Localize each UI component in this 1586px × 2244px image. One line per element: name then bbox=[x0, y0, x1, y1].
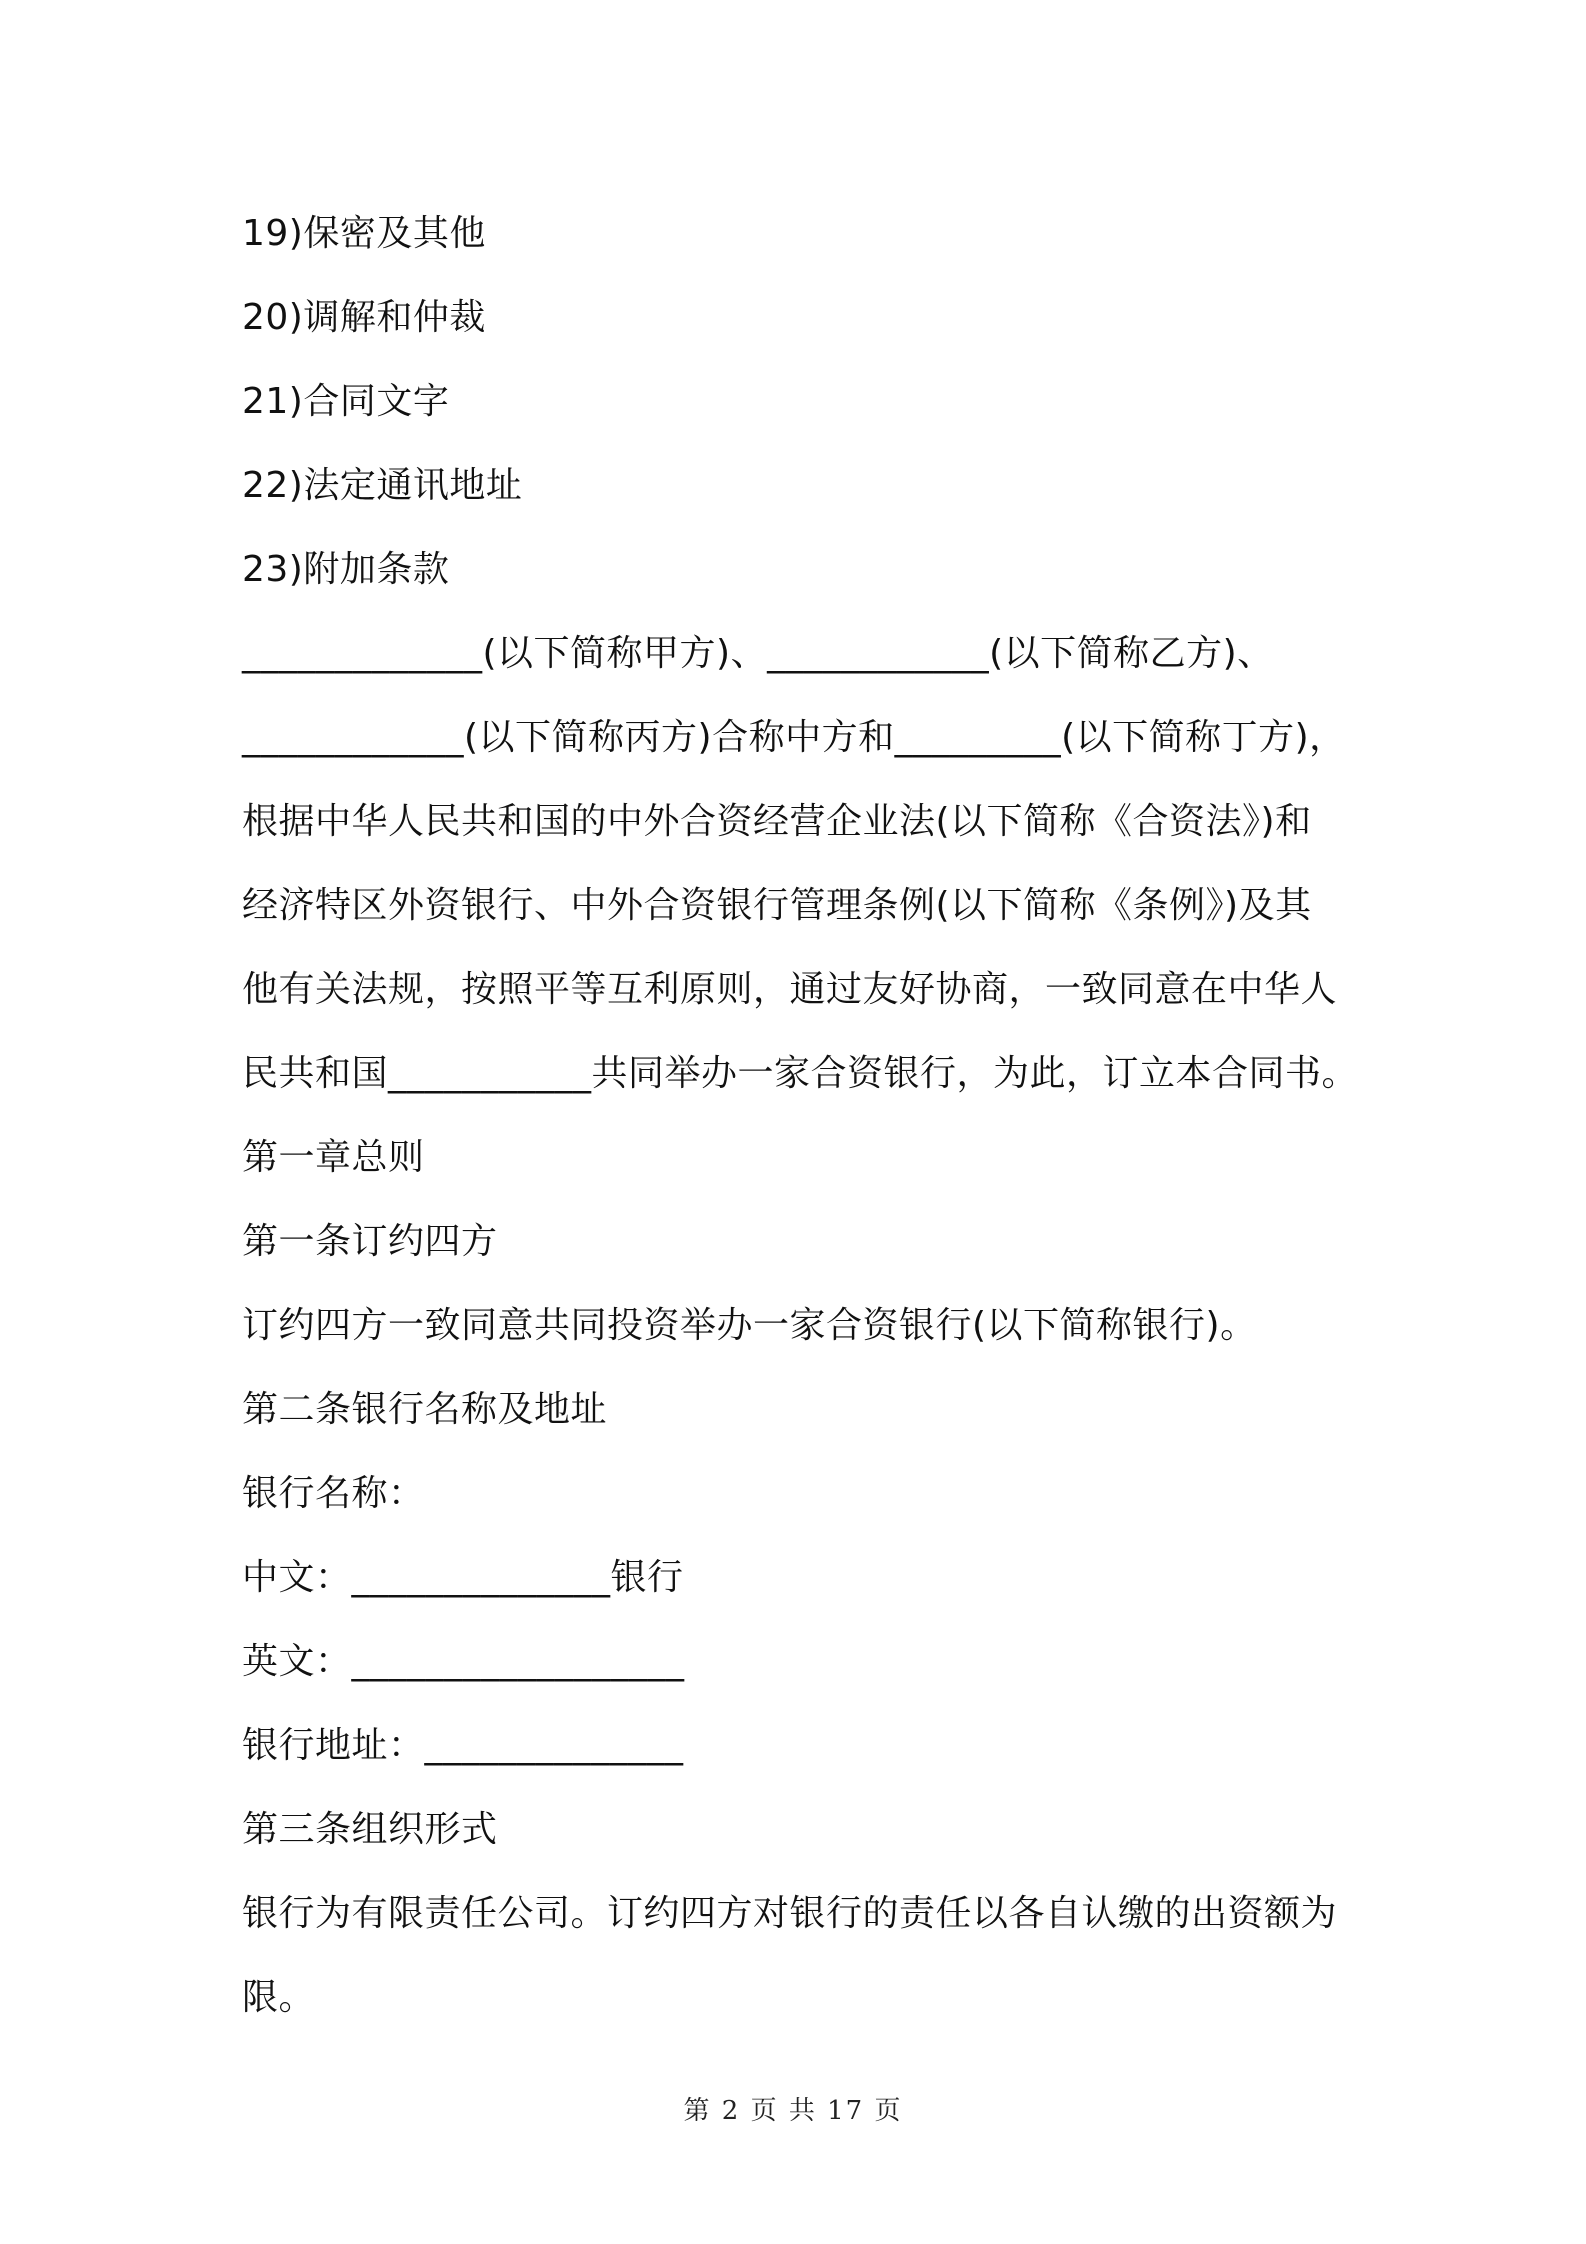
clause-list-item-23: 23)附加条款 bbox=[242, 549, 450, 590]
preamble-line-5: 他有关法规，按照平等互利原则，通过友好协商，一致同意在中华人 bbox=[242, 969, 1338, 1010]
bank-name-english: 英文：__________________ bbox=[242, 1641, 685, 1682]
bank-name-chinese: 中文：______________银行 bbox=[242, 1557, 684, 1598]
article-1-heading: 第一条订约四方 bbox=[242, 1221, 498, 1262]
preamble-line-3: 根据中华人民共和国的中外合资经营企业法(以下简称《合资法》)和 bbox=[242, 801, 1312, 842]
preamble-line-4: 经济特区外资银行、中外合资银行管理条例(以下简称《条例》)及其 bbox=[242, 885, 1312, 926]
bank-address: 银行地址：______________ bbox=[242, 1725, 684, 1766]
clause-list-item-19: 19)保密及其他 bbox=[242, 213, 486, 254]
article-3-text-line-2: 限。 bbox=[242, 1977, 316, 2018]
article-3-heading: 第三条组织形式 bbox=[242, 1809, 498, 1850]
preamble-line-1: _____________(以下简称甲方)、____________(以下简称乙方)、 bbox=[242, 633, 1274, 674]
article-3-text-line-1: 银行为有限责任公司。订约四方对银行的责任以各自认缴的出资额为 bbox=[242, 1893, 1338, 1934]
clause-list-item-21: 21)合同文字 bbox=[242, 381, 450, 422]
preamble-line-2: ____________(以下简称丙方)合称中方和_________(以下简称丁方)， bbox=[242, 717, 1346, 758]
article-1-text: 订约四方一致同意共同投资举办一家合资银行(以下简称银行)。 bbox=[242, 1305, 1257, 1346]
page-number-footer: 第 2 页 共 17 页 bbox=[683, 2096, 903, 2126]
document-body bbox=[242, 192, 1372, 2040]
article-2-heading: 第二条银行名称及地址 bbox=[242, 1389, 608, 1430]
bank-name-label: 银行名称： bbox=[242, 1473, 425, 1514]
preamble-line-6: 民共和国___________共同举办一家合资银行，为此，订立本合同书。 bbox=[242, 1053, 1359, 1094]
clause-list-item-20: 20)调解和仲裁 bbox=[242, 297, 486, 338]
chapter-heading: 第一章总则 bbox=[242, 1137, 425, 1178]
clause-list-item-22: 22)法定通讯地址 bbox=[242, 465, 523, 506]
